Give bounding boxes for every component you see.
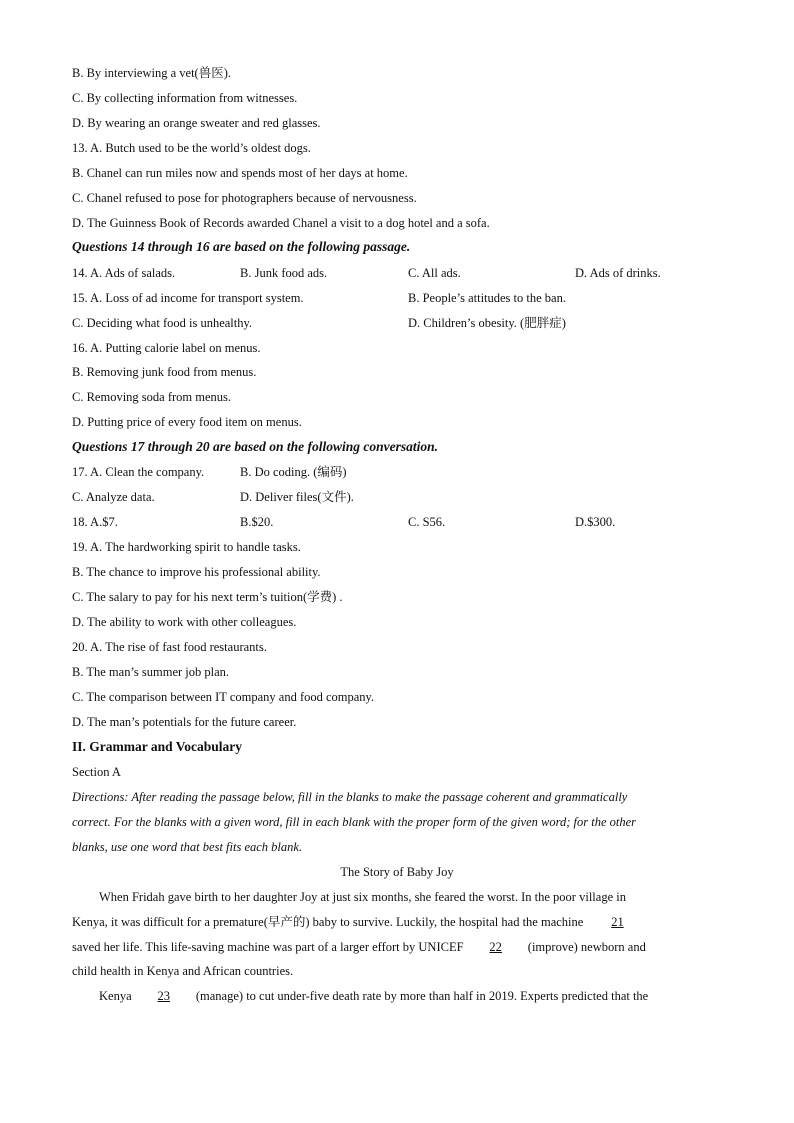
passage-line-5-rest: (manage) to cut under-five death rate by more than half in 2019. Experts predicted that the xyxy=(195,989,649,1003)
directions-line-2: correct. For the blanks with a given word, fill in each blank with the proper form of the given word; for the other xyxy=(72,815,637,829)
q15-option-a: 15. A. Loss of ad income for transport system. xyxy=(72,291,304,305)
q12-option-c: C. By collecting information from witnesses. xyxy=(72,91,298,105)
q15-option-d: D. Children’s obesity. (肥胖症) xyxy=(408,316,566,330)
q16-option-b: B. Removing junk food from menus. xyxy=(72,365,257,379)
q16-option-d: D. Putting price of every food item on menus. xyxy=(72,415,302,429)
q15-option-b: B. People’s attitudes to the ban. xyxy=(408,291,566,305)
blank-22[interactable]: 22 xyxy=(489,940,502,954)
passage-line-3-hint: (improve) newborn and xyxy=(527,940,646,954)
q18-option-c: C. S56. xyxy=(408,515,446,529)
q19-option-a: 19. A. The hardworking spirit to handle tasks. xyxy=(72,540,301,554)
heading-questions-17-20: Questions 17 through 20 are based on the following conversation. xyxy=(72,439,439,454)
q14-option-c: C. All ads. xyxy=(408,266,461,280)
blank-23[interactable]: 23 xyxy=(157,989,170,1003)
q17-option-b: B. Do coding. (编码) xyxy=(240,465,347,479)
q16-option-c: C. Removing soda from menus. xyxy=(72,390,232,404)
q13-option-b: B. Chanel can run miles now and spends most of her days at home. xyxy=(72,166,408,180)
q17-option-c: C. Analyze data. xyxy=(72,490,155,504)
directions-line-3: blanks, use one word that best fits each blank. xyxy=(72,840,303,854)
q19-option-c: C. The salary to pay for his next term’s tuition(学费) . xyxy=(72,590,343,604)
passage-line-2 xyxy=(72,914,648,930)
blank-21[interactable]: 21 xyxy=(611,915,624,929)
directions-line-1: Directions: After reading the passage below, fill in the blanks to make the passage coherent and grammatically xyxy=(72,790,628,804)
q15-options-row1 xyxy=(72,290,732,306)
q18-option-a: 18. A.$7. xyxy=(72,515,118,529)
q15-option-c: C. Deciding what food is unhealthy. xyxy=(72,316,253,330)
q17-options-row1 xyxy=(72,464,732,480)
q18-options xyxy=(72,514,732,530)
q19-option-d: D. The ability to work with other colleagues. xyxy=(72,615,297,629)
q20-option-b: B. The man’s summer job plan. xyxy=(72,665,230,679)
section-title-grammar-vocabulary: II. Grammar and Vocabulary xyxy=(72,739,243,754)
q17-options-row2 xyxy=(72,489,732,505)
heading-questions-14-16: Questions 14 through 16 are based on the following passage. xyxy=(72,239,411,254)
q17-option-a: 17. A. Clean the company. xyxy=(72,465,205,479)
q15-options-row2 xyxy=(72,315,732,331)
passage-line-3 xyxy=(72,939,646,955)
passage-line-5 xyxy=(99,988,648,1004)
q20-option-c: C. The comparison between IT company and food company. xyxy=(72,690,375,704)
passage-line-2-text: Kenya, it was difficult for a premature(早产的) baby to survive. Luckily, the hospital had the machine xyxy=(72,915,584,929)
q13-option-a: 13. A. Butch used to be the world’s oldest dogs. xyxy=(72,141,311,155)
q18-option-b: B.$20. xyxy=(240,515,274,529)
q18-option-d: D.$300. xyxy=(575,515,616,529)
q20-option-a: 20. A. The rise of fast food restaurants. xyxy=(72,640,267,654)
q14-option-b: B. Junk food ads. xyxy=(240,266,328,280)
q12-option-b: B. By interviewing a vet(兽医). xyxy=(72,66,231,80)
passage-line-5-text: Kenya xyxy=(99,989,132,1003)
q20-option-d: D. The man’s potentials for the future career. xyxy=(72,715,297,729)
q14-option-a: 14. A. Ads of salads. xyxy=(72,266,176,280)
passage-line-4: child health in Kenya and African countries. xyxy=(72,964,294,978)
q19-option-b: B. The chance to improve his professional ability. xyxy=(72,565,321,579)
passage-line-3-text: saved her life. This life-saving machine was part of a larger effort by UNICEF xyxy=(72,940,464,954)
q14-option-d: D. Ads of drinks. xyxy=(575,266,661,280)
q13-option-d: D. The Guinness Book of Records awarded Chanel a visit to a dog hotel and a sofa. xyxy=(72,216,490,230)
q14-options xyxy=(72,265,732,281)
passage-title: The Story of Baby Joy xyxy=(340,865,454,879)
passage-line-1: When Fridah gave birth to her daughter Joy at just six months, she feared the worst. In the poor village in xyxy=(99,890,626,904)
q16-option-a: 16. A. Putting calorie label on menus. xyxy=(72,341,261,355)
section-a-label: Section A xyxy=(72,765,121,779)
q17-option-d: D. Deliver files(文件). xyxy=(240,490,354,504)
q13-option-c: C. Chanel refused to pose for photographers because of nervousness. xyxy=(72,191,417,205)
q12-option-d: D. By wearing an orange sweater and red glasses. xyxy=(72,116,321,130)
